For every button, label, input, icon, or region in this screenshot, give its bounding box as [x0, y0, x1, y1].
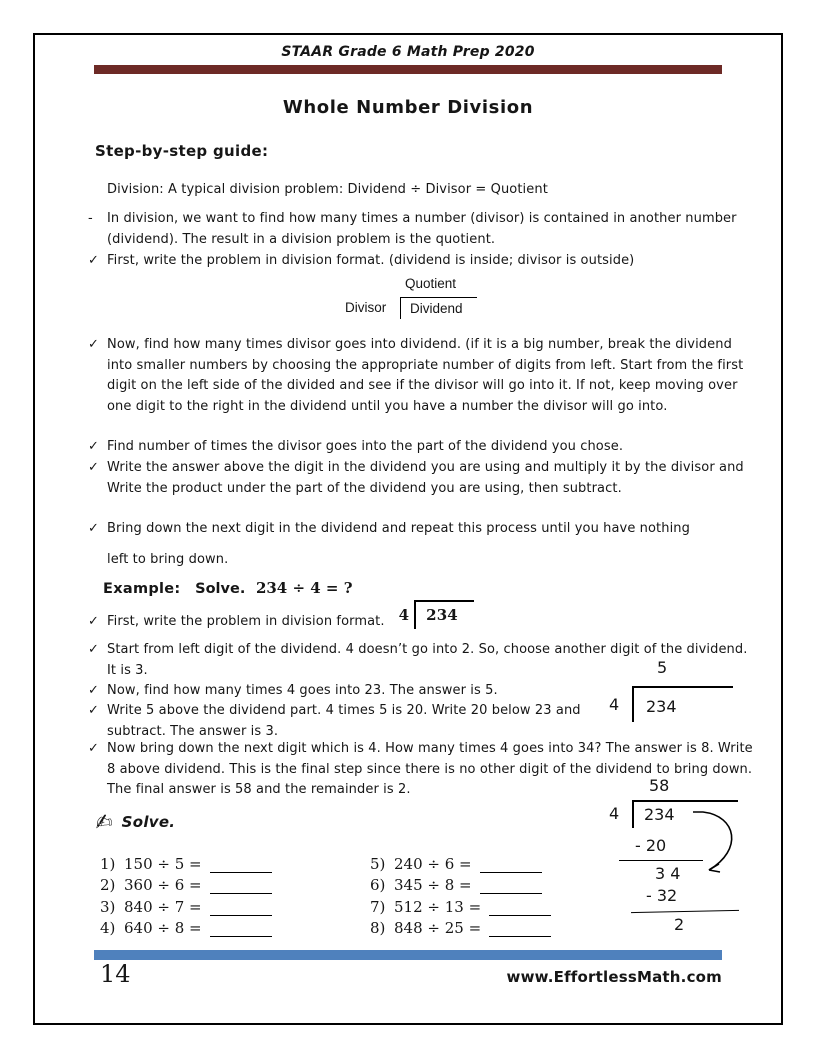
problem-row	[370, 851, 551, 873]
writing-hand-icon: ✍	[93, 808, 115, 836]
subtraction-line-2	[631, 910, 739, 913]
guide-step-4-text: Bring down the next digit in the dividend and repeat this process until you have nothing	[107, 521, 691, 536]
problem-row	[100, 916, 272, 938]
diagram-dividend-label: Dividend	[400, 297, 477, 319]
answer-blank[interactable]	[480, 880, 542, 894]
bring-down-arrow-icon	[693, 802, 755, 880]
example-step-4	[88, 701, 593, 742]
subtraction-line-1	[619, 860, 703, 861]
answer-blank[interactable]	[210, 859, 272, 873]
division-figure-partial	[600, 660, 740, 730]
division-bracket-line	[632, 686, 733, 688]
page-title: Whole Number Division	[282, 97, 534, 118]
guide-step-3	[88, 458, 760, 499]
problem-expression: 848 ÷ 25 =	[394, 919, 482, 937]
guide-step-4-tail: left to bring down.	[107, 552, 229, 567]
diagram-divisor-label: Divisor	[345, 300, 387, 315]
guide-step-2-text: Find number of times the divisor goes into the part of the dividend you chose.	[107, 439, 624, 454]
problem-expression: 840 ÷ 7 =	[124, 897, 202, 916]
guide-point-intro-text: In division, we want to find how many times a number (divisor) is contained in another number (dividend). The result in a division problem is the quotient.	[107, 211, 737, 247]
answer-blank[interactable]	[480, 859, 542, 873]
page-number: 14	[100, 960, 131, 988]
example-step-2-text: Start from left digit of the dividend. 4 doesn’t go into 2. So, choose another digit of the dividend. It is 3.	[107, 642, 748, 678]
check-icon: ✓	[88, 337, 99, 352]
check-icon: ✓	[88, 614, 99, 629]
problem-expression: 345 ÷ 8 =	[394, 876, 472, 894]
problem-number: 1)	[100, 854, 116, 873]
figure-format-dividend: 234	[414, 600, 474, 629]
solve-heading-label: Solve.	[121, 813, 176, 831]
example-step-4-text: Write 5 above the dividend part. 4 times 5 is 20. Write 20 below 23 and subtract. The answer is 3.	[107, 703, 581, 739]
check-icon: ✓	[88, 642, 99, 657]
guide-step-format-text: First, write the problem in division format. (dividend is inside; divisor is outside)	[107, 253, 635, 268]
problem-column-2	[370, 851, 551, 937]
answer-blank[interactable]	[210, 923, 272, 937]
answer-blank[interactable]	[489, 923, 551, 937]
guide-step-1	[88, 335, 760, 417]
problem-number: 3)	[100, 897, 116, 916]
example-heading	[103, 579, 353, 597]
example-step-1	[88, 606, 760, 641]
check-icon: ✓	[88, 683, 99, 698]
problem-number: 4)	[100, 919, 116, 937]
solve-section-heading	[95, 810, 175, 834]
check-icon: ✓	[88, 439, 99, 454]
answer-blank[interactable]	[210, 902, 272, 916]
answer-blank[interactable]	[210, 880, 272, 894]
problem-expression: 360 ÷ 6 =	[124, 876, 202, 894]
problem-number: 2)	[100, 876, 116, 894]
check-icon: ✓	[88, 253, 99, 268]
problem-number: 5)	[370, 854, 386, 873]
problem-number: 8)	[370, 919, 386, 937]
problem-column-1	[100, 851, 272, 937]
guide-step-3-text: Write the answer above the digit in the dividend you are using and multiply it by the divisor and Write the product under the part of the dividend you are using, then subtract.	[107, 460, 744, 496]
figure-format-divisor: 4	[398, 606, 410, 624]
figure-full-subtract1: - 20	[635, 836, 667, 855]
figure-full-dividend: 234	[644, 805, 675, 824]
division-definition-text: Division: A typical division problem: Dividend ÷ Divisor = Quotient	[107, 182, 548, 197]
guide-step-1-text: Now, find how many times divisor goes into dividend. (if it is a big number, break the dividend into smaller numbers by choosing the appropriate number of digits from left. Start from the first digit on the left side of the divided and see if the divisor will go into it. If not, keep moving over one digit to the right in the dividend until you have a number the divisor will go into.	[107, 337, 744, 414]
division-figure-format	[399, 600, 474, 629]
example-label: Example:	[103, 581, 181, 597]
footer-rule	[94, 950, 722, 960]
figure-full-subtract2: - 32	[646, 886, 678, 905]
problem-row	[100, 873, 272, 895]
figure-full-divisor: 4	[609, 804, 620, 823]
problem-row	[100, 894, 272, 916]
example-step-1-text: First, write the problem in division format.	[107, 614, 385, 629]
check-icon: ✓	[88, 521, 99, 536]
figure-full-quotient: 58	[649, 776, 670, 795]
problem-row	[100, 851, 272, 873]
example-step-5-text: Now bring down the next digit which is 4. How many times 4 goes into 34? The answer is 8. Write 8 above dividend. This is the final step since there is no other digit of the dividend to bring down. The final answer is 58 and the remainder is 2.	[107, 741, 753, 797]
check-icon: ✓	[88, 703, 99, 718]
check-icon: ✓	[88, 741, 99, 756]
problem-row	[370, 894, 551, 916]
problem-row	[370, 873, 551, 895]
problem-expression: 240 ÷ 6 =	[394, 854, 472, 873]
problem-row	[370, 916, 551, 938]
problem-expression: 512 ÷ 13 =	[394, 897, 482, 916]
example-step-3	[88, 681, 648, 702]
example-equation: 234 ÷ 4 = ?	[255, 579, 353, 597]
figure-partial-dividend: 234	[646, 697, 677, 716]
header-rule	[94, 65, 722, 74]
example-solve-word: Solve.	[195, 581, 246, 597]
guide-step-format	[88, 251, 760, 272]
problem-number: 6)	[370, 876, 386, 894]
check-icon: ✓	[88, 460, 99, 475]
guide-step-2	[88, 437, 760, 458]
guide-heading: Step-by-step guide:	[95, 142, 269, 160]
guide-point-intro	[88, 209, 760, 250]
figure-full-remainder: 2	[674, 915, 685, 934]
problem-expression: 150 ÷ 5 =	[124, 854, 202, 873]
figure-partial-quotient: 5	[657, 658, 668, 677]
problem-expression: 640 ÷ 8 =	[124, 919, 202, 937]
division-bracket-vline	[632, 686, 634, 722]
guide-step-4	[88, 519, 760, 540]
example-step-3-text: Now, find how many times 4 goes into 23. The answer is 5.	[107, 683, 498, 698]
website-link[interactable]: www.EffortlessMath.com	[506, 968, 722, 986]
division-bracket-vline	[632, 800, 634, 828]
problem-number: 7)	[370, 897, 386, 916]
dash-bullet: -	[88, 211, 93, 226]
diagram-quotient-label: Quotient	[405, 276, 457, 291]
division-format-diagram	[345, 276, 485, 328]
book-header-title: STAAR Grade 6 Math Prep 2020	[281, 44, 535, 60]
figure-partial-divisor: 4	[609, 695, 620, 714]
figure-full-bring-down: 3 4	[655, 864, 681, 883]
division-figure-full	[603, 778, 755, 940]
answer-blank[interactable]	[489, 902, 551, 916]
